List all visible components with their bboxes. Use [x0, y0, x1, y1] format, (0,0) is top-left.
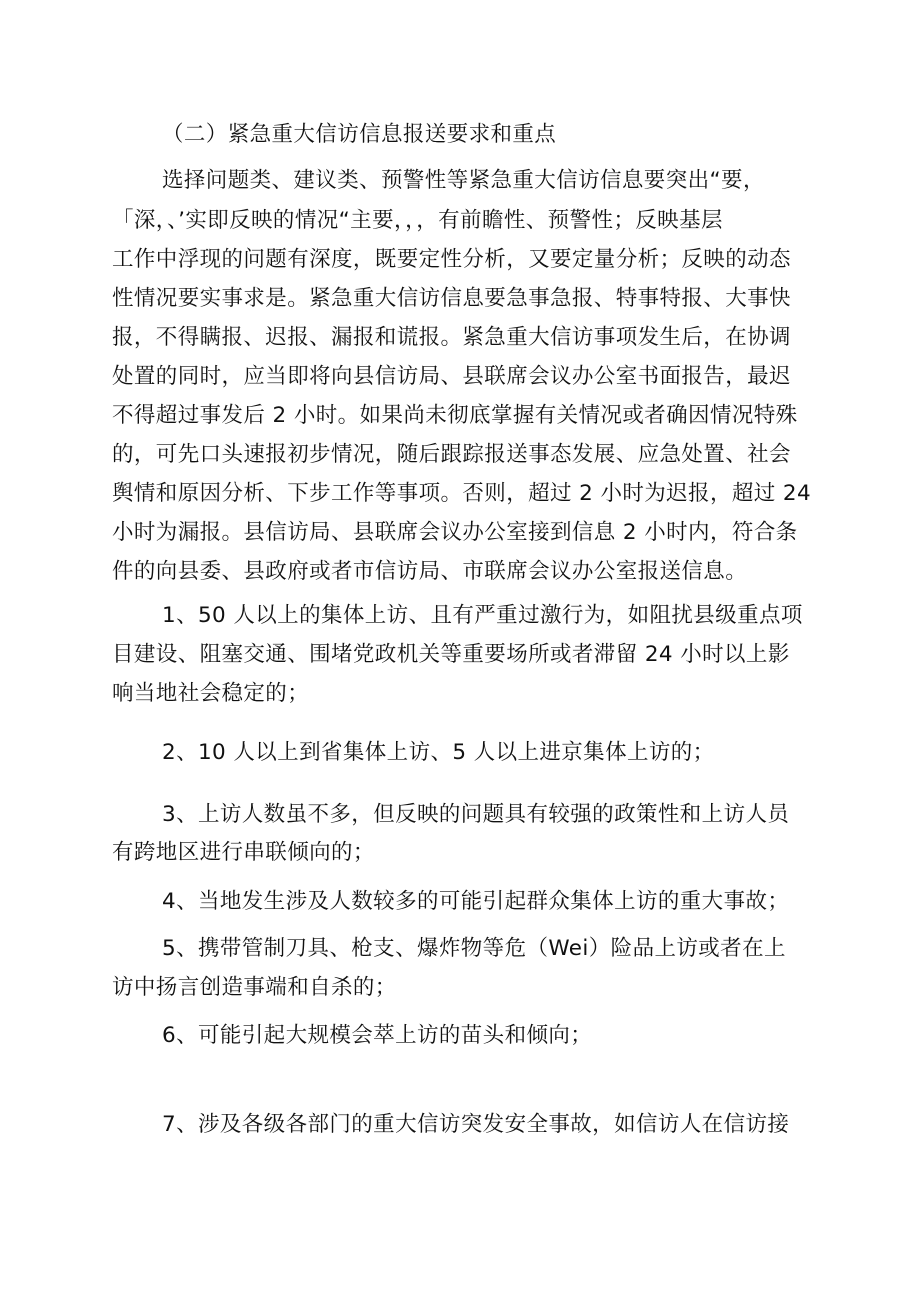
text-line: 3、上访人数虽不多，但反映的问题具有较强的政策性和上访人员 — [162, 802, 790, 827]
text-line: 4、当地发生涉及人数较多的可能引起群众集体上访的重大事故； — [162, 889, 790, 914]
text-line: 报，不得瞒报、迟报、漏报和谎报。紧急重大信访事项发生后，在协调 — [112, 325, 791, 350]
text-line: 的，可先口头速报初步情况，随后跟踪报送事态发展、应急处置、社会 — [112, 442, 791, 467]
text-line: 5、携带管制刀具、枪支、爆炸物等危（Wei）险品上访或者在上 — [162, 936, 786, 961]
text-line: 6、可能引起大规模会萃上访的苗头和倾向； — [162, 1023, 593, 1048]
text-line: 处置的同时，应当即将向县信访局、县联席会议办公室书面报告，最迟 — [112, 364, 791, 389]
text-line: 响当地社会稳定的； — [112, 681, 310, 706]
text-line: 不得超过事发后 2 小时。如果尚未彻底掌握有关情况或者确因情况特殊 — [112, 403, 798, 428]
text-line: 舆情和原因分析、下步工作等事项。否则，超过 2 小时为迟报，超过 24 — [112, 481, 812, 506]
text-line: 性情况要实事求是。紧急重大信访信息要急事急报、特事特报、大事快 — [112, 286, 791, 311]
text-line: 1、50 人以上的集体上访、且有严重过激行为，如阻扰县级重点项 — [162, 603, 803, 628]
text-line: 有跨地区进行串联倾向的； — [112, 840, 375, 865]
text-line: 件的向县委、县政府或者市信访局、市联席会议办公室报送信息。 — [112, 559, 748, 584]
text-line: 2、10 人以上到省集体上访、5 人以上进京集体上访的； — [162, 740, 715, 765]
text-line: 目建设、阻塞交通、围堵党政机关等重要场所或者滞留 24 小时以上影 — [112, 642, 790, 667]
text-line: 7、涉及各级各部门的重大信访突发安全事故，如信访人在信访接 — [162, 1112, 790, 1137]
text-line: 访中扬言创造事端和自杀的； — [112, 975, 397, 1000]
text-line: 小时为漏报。县信访局、县联席会议办公室接到信息 2 小时内，符合条 — [112, 520, 798, 545]
section-heading: （二）紧急重大信访信息报送要求和重点 — [162, 122, 557, 147]
text-line: 「深，、’实即反映的情况“主要，，，有前瞻性、预警性；反映基层 — [112, 208, 723, 233]
text-line: 工作中浮现的问题有深度，既要定性分析，又要定量分析；反映的动态 — [112, 247, 791, 272]
text-line: 选择问题类、建议类、预警性等紧急重大信访信息要突出“要， — [162, 168, 765, 193]
